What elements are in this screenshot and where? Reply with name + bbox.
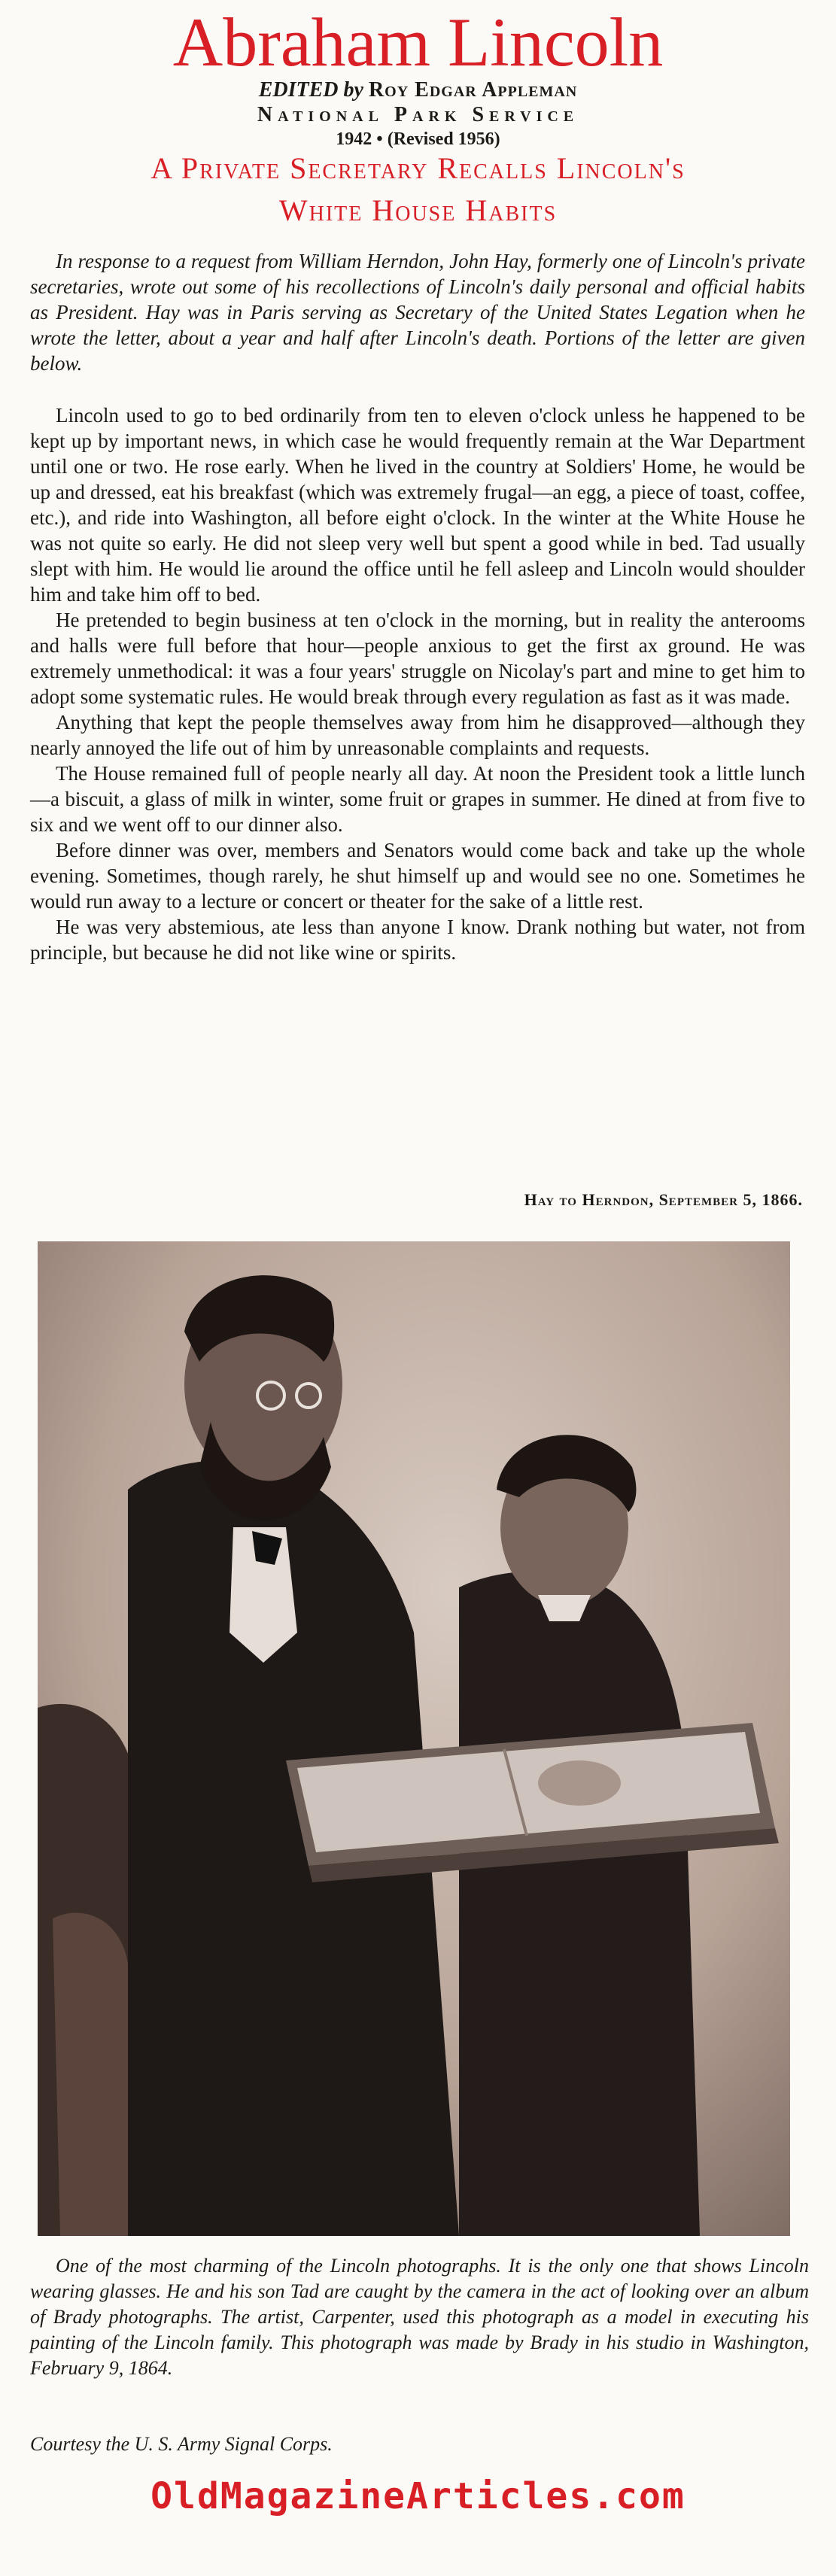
editor-name: Roy Edgar Appleman xyxy=(368,78,578,102)
photo-caption: One of the most charming of the Lincoln photographs. It is the only one that shows Lincoln wearing glasses. He and his son Tad are caught by the camera in the act of looking over an album of Brady photographs. The artist, Carpenter, used this photograph as a model in executing his painting of the Lincoln family. This photograph was made by Brady in his studio in Washington, February 9, 1864. xyxy=(30,2255,809,2379)
book-title: Abraham Lincoln xyxy=(172,4,664,80)
photo-credit: Courtesy the U. S. Army Signal Corps. xyxy=(30,2433,333,2455)
body-paragraph: He pretended to begin business at ten o'clock in the morning, but in reality the anterooms and halls were full before that hour—people anxious to get the first ax ground. He was extremely unmethodical: it was a four years' struggle on Nicolay's part and mine to get him to adopt some systematic rules. He would break through every regulation as fast as it was made. xyxy=(30,609,805,708)
editor-line xyxy=(0,78,836,102)
article-title-line-2: White House Habits xyxy=(278,193,558,227)
site-watermark[interactable]: OldMagazineArticles.com xyxy=(150,2475,686,2517)
letter-attribution: Hay to Herndon, September 5, 1866. xyxy=(524,1190,803,1209)
publication-year: 1942 • (Revised 1956) xyxy=(336,129,500,149)
publisher: National Park Service xyxy=(257,103,579,126)
lincoln-and-tad-photograph xyxy=(38,1241,790,2236)
intro-paragraph: In response to a request from William Herndon, John Hay, formerly one of Lincoln's private secretaries, wrote out some of his recollections of Lincoln's daily personal and official habits as President. Hay was in Paris serving as Secretary of the United States Legation when he wrote the letter, about a year and half after Lincoln's death. Portions of the letter are given below. xyxy=(30,250,805,375)
masthead xyxy=(0,6,836,150)
edited-prefix: EDITED by xyxy=(258,78,363,102)
body-paragraph: Anything that kept the people themselves away from him he disapproved—although they nearly annoyed the life out of him by unreasonable complaints and requests. xyxy=(30,711,805,759)
body-paragraph: Before dinner was over, members and Senators would come back and take up the whole evening. Sometimes, though rarely, he shut himself up and would see no one. Sometimes he would run away to a lecture or concert or theater for the sake of a little rest. xyxy=(30,839,805,913)
article-title-line-1: A Private Secretary Recalls Lincoln's xyxy=(150,151,686,185)
photograph-illustration xyxy=(38,1241,790,2236)
letter-body xyxy=(30,402,805,965)
article-title xyxy=(0,147,836,232)
body-paragraph: He was very abstemious, ate less than anyone I know. Drank nothing but water, not from principle, but because he did not like wine or spirits. xyxy=(30,916,805,964)
body-paragraph: The House remained full of people nearly all day. At noon the President took a little lunch—a biscuit, a glass of milk in winter, some fruit or grapes in summer. He dined at from five to six and we went off to our dinner also. xyxy=(30,762,805,836)
body-paragraph: Lincoln used to go to bed ordinarily from ten to eleven o'clock unless he happened to be kept up by important news, in which case he would frequently remain at the War Department until one or two. He rose early. When he lived in the country at Soldiers' Home, he would be up and dressed, eat his breakfast (which was extremely frugal—an egg, a piece of toast, coffee, etc.), and ride into Washington, all before eight o'clock. In the winter at the White House he was not quite so early. He did not sleep very well but spent a good while in bed. Tad usually slept with him. He would lie around the office until he fell asleep and Lincoln would shoulder him and take him off to bed. xyxy=(30,404,805,606)
